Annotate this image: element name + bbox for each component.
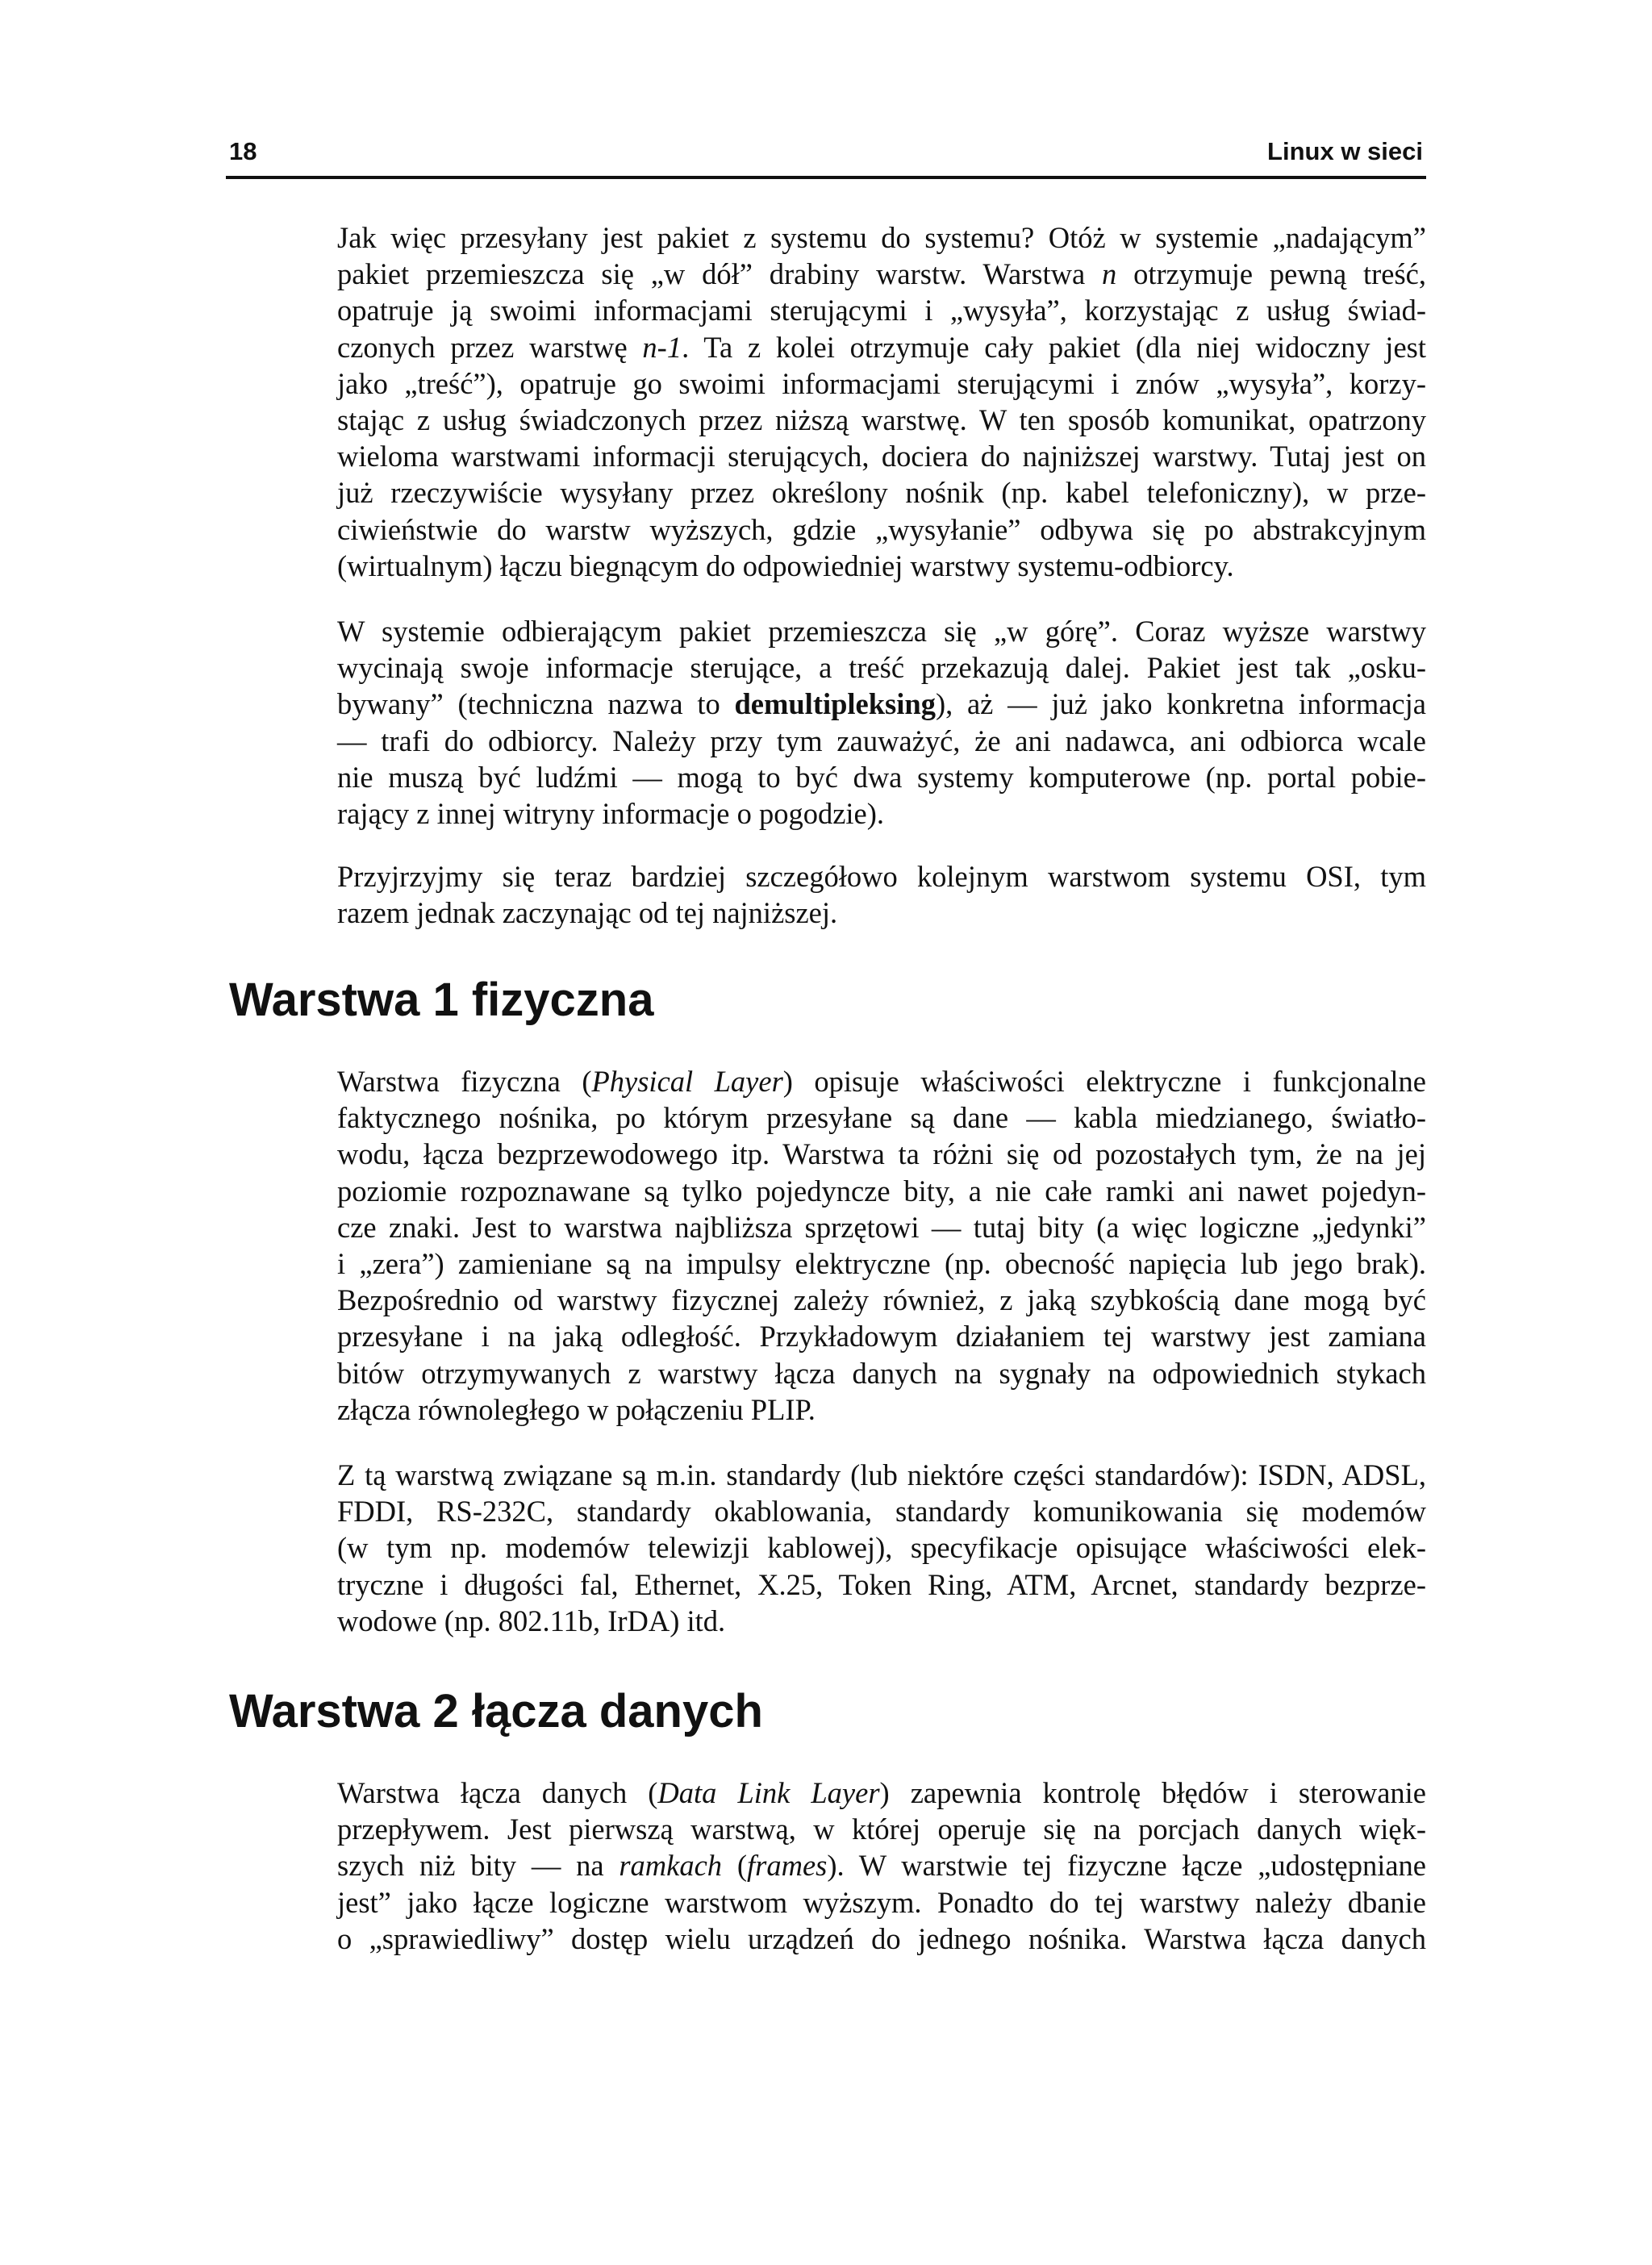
italic-term: n-1: [642, 330, 682, 364]
bold-term: demultipleksing: [734, 687, 936, 721]
section-heading: Warstwa 1 fizyczna: [229, 974, 654, 1026]
text-line: tryczne i długości fal, Ethernet, X.25, Token Ring, ATM, Arcnet, standardy bezprze-: [337, 1567, 1426, 1601]
text-line: razem jednak zaczynając od tej najniższej.: [337, 896, 838, 930]
text-line: poziomie rozpoznawane są tylko pojedyncze bity, a nie całe ramki ani nawet pojedyn-: [337, 1174, 1426, 1208]
text-line: złącza równoległego w połączeniu PLIP.: [337, 1392, 816, 1426]
text-line: Przyjrzyjmy się teraz bardziej szczegółowo kolejnym warstwom systemu OSI, tym: [337, 860, 1426, 893]
text-line: czonych przez warstwę n-1. Ta z kolei otrzymuje cały pakiet (dla niej widoczny jest: [337, 330, 1426, 364]
italic-term: Data Link Layer: [657, 1776, 880, 1809]
text-line: o „sprawiedliwy” dostęp wielu urządzeń do jednego nośnika. Warstwa łącza danych: [337, 1921, 1426, 1955]
section1-paragraph-1: [337, 1063, 1426, 1428]
text-line: już rzeczywiście wysyłany przez określony nośnik (np. kabel telefoniczny), w prze-: [337, 476, 1426, 510]
text-line: Warstwa łącza danych (Data Link Layer) zapewnia kontrolę błędów i sterowanie: [337, 1776, 1426, 1809]
text-line: FDDI, RS-232C, standardy okablowania, standardy komunikowania się modemów: [337, 1495, 1426, 1529]
text-line: jest” jako łącze logiczne warstwom wyższym. Ponadto do tej warstwy należy dbanie: [337, 1885, 1426, 1919]
text-line: Bezpośrednio od warstwy fizycznej zależy również, z jaką szybkością dane mogą być: [337, 1283, 1426, 1317]
text-line: Warstwa fizyczna (Physical Layer) opisuje właściwości elektryczne i funkcjonalne: [337, 1065, 1426, 1098]
section-heading: Warstwa 2 łącza danych: [229, 1685, 763, 1737]
text-line: — trafi do odbiorcy. Należy przy tym zauważyć, że ani nadawca, ani odbiorca wcale: [337, 724, 1426, 757]
text-line: przepływem. Jest pierwszą warstwą, w której operuje się na porcjach danych więk-: [337, 1812, 1426, 1846]
section1-paragraph-2: [337, 1457, 1426, 1639]
text-line: wodu, łącza bezprzewodowego itp. Warstwa ta różni się od pozostałych tym, że na jej: [337, 1137, 1426, 1171]
text-line: przesyłane i na jaką odległość. Przykładowym działaniem tej warstwy jest zamiana: [337, 1320, 1426, 1354]
page-header: [226, 134, 1426, 179]
text-line: ciwieństwie do warstw wyższych, gdzie „wysyłanie” odbywa się po abstrakcyjnym: [337, 512, 1426, 546]
text-line: szych niż bity — na ramkach (frames). W warstwie tej fizyczne łącze „udostępniane: [337, 1849, 1426, 1883]
text-line: cze znaki. Jest to warstwa najbliższa sprzętowi — tutaj bity (a więc logiczne „jedynki”: [337, 1210, 1426, 1244]
text-line: opatruje ją swoimi informacjami sterującymi i „wysyła”, korzystając z usług świad-: [337, 294, 1426, 327]
italic-term: Physical Layer: [591, 1065, 783, 1098]
text-line: bitów otrzymywanych z warstwy łącza danych na sygnały na odpowiednich stykach: [337, 1356, 1426, 1390]
text-line: bywany” (techniczna nazwa to demultipleksing), aż — już jako konkretna informacja: [337, 687, 1426, 721]
text-line: (wirtualnym) łączu biegnącym do odpowiedniej warstwy systemu-odbiorcy.: [337, 549, 1234, 582]
text-line: rający z innej witryny informacje o pogodzie).: [337, 797, 885, 831]
text-line: wodowe (np. 802.11b, IrDA) itd.: [337, 1604, 726, 1637]
italic-term: ramkach: [619, 1849, 723, 1883]
text-line: jako „treść”), opatruje go swoimi informacjami sterującymi i znów „wysyła”, korzy-: [337, 366, 1426, 400]
intro-paragraph-2: [337, 613, 1426, 832]
text-line: (w tym np. modemów telewizji kablowej), specyfikacje opisujące właściwości elek-: [337, 1531, 1426, 1565]
text-line: Z tą warstwą związane są m.in. standardy (lub niektóre części standardów): ISDN, ADSL,: [337, 1458, 1426, 1491]
page-number: 18: [229, 137, 257, 165]
text-line: i „zera”) zamieniane są na impulsy elektryczne (np. obecność napięcia lub jego brak).: [337, 1247, 1426, 1281]
text-line: Jak więc przesyłany jest pakiet z systemu do systemu? Otóż w systemie „nadającym”: [337, 221, 1426, 254]
text-line: faktycznego nośnika, po którym przesyłane są dane — kabla miedzianego, światło-: [337, 1101, 1426, 1135]
italic-term: frames: [746, 1849, 828, 1883]
text-line: W systemie odbierającym pakiet przemieszcza się „w górę”. Coraz wyższe warstwy: [337, 615, 1426, 648]
text-line: wieloma warstwami informacji sterujących, dociera do najniższej warstwy. Tutaj jest on: [337, 440, 1426, 473]
italic-term: n: [1102, 257, 1117, 291]
text-line: stając z usług świadczonych przez niższą warstwę. W ten sposób komunikat, opatrzony: [337, 403, 1426, 437]
running-title: Linux w sieci: [1267, 137, 1423, 165]
intro-paragraph-3: [337, 858, 1426, 931]
text-line: pakiet przemieszcza się „w dół” drabiny warstw. Warstwa n otrzymuje pewną treść,: [337, 257, 1426, 291]
text-line: nie muszą być ludźmi — mogą to być dwa systemy komputerowe (np. portal pobie-: [337, 760, 1426, 794]
intro-paragraph-1: [337, 219, 1426, 584]
text-line: wycinają swoje informacje sterujące, a treść przekazują dalej. Pakiet jest tak „osku-: [337, 651, 1426, 685]
section2-paragraph-1: [337, 1775, 1426, 1957]
